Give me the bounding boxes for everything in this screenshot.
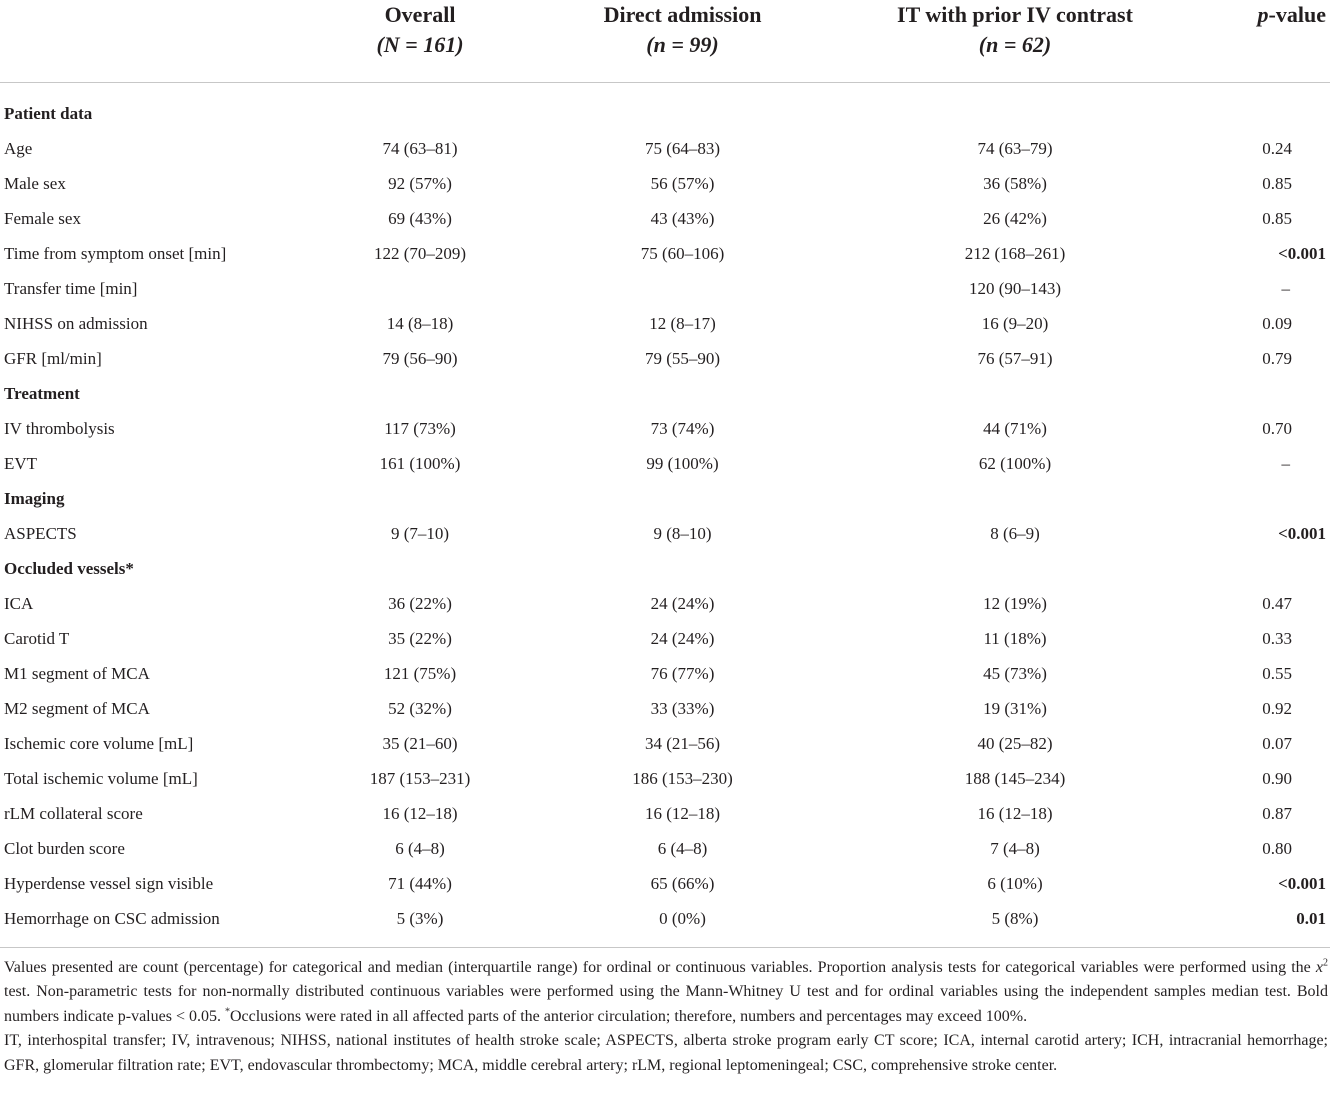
header-overall-n: (N = 161) bbox=[376, 32, 464, 57]
cell-overall: 117 (73%) bbox=[384, 419, 456, 438]
row-label: Time from symptom onset [min] bbox=[4, 244, 227, 263]
footnote-values bbox=[4, 956, 1328, 1029]
row-label: Female sex bbox=[4, 209, 81, 228]
cell-direct-admission: 73 (74%) bbox=[650, 419, 715, 438]
cell-overall: 35 (22%) bbox=[388, 629, 452, 648]
table-row bbox=[0, 306, 1330, 341]
header-it bbox=[825, 0, 1205, 83]
cell-interhospital-transfer: 45 (73%) bbox=[983, 664, 1047, 683]
table-row bbox=[0, 761, 1330, 796]
cell-direct-admission: 0 (0%) bbox=[659, 909, 706, 928]
cell-interhospital-transfer: 16 (9–20) bbox=[981, 314, 1049, 333]
cell-interhospital-transfer: 19 (31%) bbox=[983, 699, 1047, 718]
header-direct-n: (n = 99) bbox=[646, 32, 719, 57]
cell-overall: 79 (56–90) bbox=[382, 349, 458, 368]
header-direct bbox=[540, 0, 825, 83]
row-label: Total ischemic volume [mL] bbox=[4, 769, 198, 788]
cell-interhospital-transfer: 188 (145–234) bbox=[964, 769, 1066, 788]
header-overall-title: Overall bbox=[384, 2, 456, 27]
header-pvalue-p: p bbox=[1257, 2, 1269, 27]
cell-interhospital-transfer: 40 (25–82) bbox=[977, 734, 1053, 753]
cell-p-value: 0.92 bbox=[1262, 699, 1292, 718]
cell-overall: 122 (70–209) bbox=[373, 244, 467, 263]
row-label: Age bbox=[4, 139, 33, 158]
table-section-row bbox=[0, 96, 1330, 131]
cell-interhospital-transfer: 12 (19%) bbox=[983, 594, 1047, 613]
table-section-row bbox=[0, 481, 1330, 516]
row-label: ICA bbox=[4, 594, 34, 613]
row-label: ASPECTS bbox=[4, 524, 77, 543]
cell-overall: 74 (63–81) bbox=[382, 139, 458, 158]
cell-direct-admission: 33 (33%) bbox=[650, 699, 715, 718]
table-row bbox=[0, 131, 1330, 166]
cell-direct-admission: 12 (8–17) bbox=[649, 314, 716, 333]
row-label: Transfer time [min] bbox=[4, 279, 138, 298]
row-label: GFR [ml/min] bbox=[4, 349, 102, 368]
header-pvalue-suffix: -value bbox=[1268, 2, 1326, 27]
cell-overall: 71 (44%) bbox=[388, 874, 452, 893]
row-label: IV thrombolysis bbox=[4, 419, 115, 438]
footnote-chi-superscript: 2 bbox=[1323, 957, 1328, 969]
cell-interhospital-transfer: 6 (10%) bbox=[987, 874, 1043, 893]
cell-overall: 52 (32%) bbox=[388, 699, 452, 718]
row-label: Ischemic core volume [mL] bbox=[4, 734, 194, 753]
header-overall bbox=[300, 0, 540, 83]
table-row bbox=[0, 726, 1330, 761]
table-row bbox=[0, 796, 1330, 831]
footnote-text-c: Occlusions were rated in all affected parts of the anterior circulation; therefore, numbers and percentages may exceed 100%. bbox=[229, 1007, 1028, 1025]
row-label: Hemorrhage on CSC admission bbox=[4, 909, 220, 928]
cell-p-value: 0.33 bbox=[1262, 629, 1292, 648]
cell-direct-admission: 56 (57%) bbox=[650, 174, 715, 193]
table-row bbox=[0, 411, 1330, 446]
footnote-abbreviations: IT, interhospital transfer; IV, intravenous; NIHSS, national institutes of health stroke scale; ASPECTS, alberta stroke program early CT score; ICA, internal carotid artery; ICH, intracranial hemorrhage; GFR, glomerular filtration rate; EVT, endovascular thrombectomy; MCA, middle cerebral artery; rLM, regional leptomeningeal; CSC, comprehensive stroke center. bbox=[4, 1032, 1328, 1074]
header-pvalue bbox=[1205, 0, 1330, 83]
row-label: M2 segment of MCA bbox=[4, 699, 150, 718]
table-row bbox=[0, 621, 1330, 656]
table-row bbox=[0, 236, 1330, 271]
section-heading: Patient data bbox=[4, 104, 93, 123]
section-heading: Occluded vessels* bbox=[4, 559, 134, 578]
cell-overall: 187 (153–231) bbox=[369, 769, 471, 788]
cell-direct-admission: 24 (24%) bbox=[650, 594, 715, 613]
cell-interhospital-transfer: 26 (42%) bbox=[983, 209, 1047, 228]
cell-p-value: 0.90 bbox=[1262, 769, 1292, 788]
cell-interhospital-transfer: 5 (8%) bbox=[991, 909, 1039, 928]
table-footnotes bbox=[4, 956, 1328, 1078]
cell-interhospital-transfer: 74 (63–79) bbox=[977, 139, 1053, 158]
table-bottom-rule bbox=[0, 947, 1330, 948]
cell-p-value: 0.70 bbox=[1262, 419, 1292, 438]
table-row bbox=[0, 691, 1330, 726]
footnote-text-b: test. Non-parametric tests for non-normally distributed continuous variables were performed using the Mann-Whitney U test and for ordinal variables using the independent samples median test. Bold numbers indicate p-values < 0.05. bbox=[4, 983, 1328, 1025]
cell-direct-admission: 75 (60–106) bbox=[640, 244, 725, 263]
cell-overall: 9 (7–10) bbox=[390, 524, 450, 543]
footnote-chi-symbol: x bbox=[1315, 959, 1323, 976]
cell-overall: 6 (4–8) bbox=[395, 839, 445, 858]
header-it-n: (n = 62) bbox=[978, 32, 1052, 57]
section-heading: Imaging bbox=[4, 489, 65, 508]
cell-overall: 69 (43%) bbox=[388, 209, 452, 228]
footnote-asterisk: * bbox=[224, 1006, 230, 1018]
cell-direct-admission: 24 (24%) bbox=[650, 629, 715, 648]
footnote-text-a: Values presented are count (percentage) for categorical and median (interquartile range) for ordinal or continuous variables. Proportion analysis tests for categorical variables were performed using the bbox=[4, 959, 1316, 976]
cell-interhospital-transfer: 8 (6–9) bbox=[990, 524, 1040, 543]
cell-overall: 92 (57%) bbox=[388, 174, 452, 193]
cell-p-value: – bbox=[1281, 279, 1290, 298]
cell-overall bbox=[300, 271, 540, 306]
cell-overall: 161 (100%) bbox=[379, 454, 461, 473]
cell-p-value: 0.24 bbox=[1262, 139, 1292, 158]
cell-direct-admission: 65 (66%) bbox=[650, 874, 715, 893]
table-row bbox=[0, 516, 1330, 551]
cell-overall: 121 (75%) bbox=[383, 664, 457, 683]
table-row bbox=[0, 271, 1330, 306]
cell-interhospital-transfer: 76 (57–91) bbox=[977, 349, 1053, 368]
row-label: rLM collateral score bbox=[4, 804, 143, 823]
table-section-row bbox=[0, 551, 1330, 586]
cell-p-value: <0.001 bbox=[1278, 524, 1326, 543]
cell-p-value: 0.79 bbox=[1262, 349, 1292, 368]
cell-direct-admission: 9 (8–10) bbox=[653, 524, 712, 543]
table-row bbox=[0, 656, 1330, 691]
cell-overall: 16 (12–18) bbox=[382, 804, 458, 823]
table-section-row bbox=[0, 376, 1330, 411]
cell-interhospital-transfer: 7 (4–8) bbox=[990, 839, 1040, 858]
table-spacer bbox=[0, 83, 1330, 97]
cell-direct-admission: 75 (64–83) bbox=[644, 139, 721, 158]
table-row bbox=[0, 901, 1330, 936]
cell-p-value: <0.001 bbox=[1278, 874, 1326, 893]
table-row bbox=[0, 831, 1330, 866]
cell-p-value: 0.55 bbox=[1262, 664, 1292, 683]
cell-p-value: 0.85 bbox=[1262, 174, 1292, 193]
table-header-row bbox=[0, 0, 1330, 83]
cell-p-value: 0.01 bbox=[1296, 909, 1326, 928]
cell-interhospital-transfer: 120 (90–143) bbox=[968, 279, 1062, 298]
row-label: Carotid T bbox=[4, 629, 70, 648]
cell-p-value: 0.09 bbox=[1262, 314, 1292, 333]
table-row bbox=[0, 201, 1330, 236]
table-row bbox=[0, 866, 1330, 901]
cell-interhospital-transfer: 11 (18%) bbox=[983, 629, 1047, 648]
cell-direct-admission: 16 (12–18) bbox=[644, 804, 721, 823]
cell-interhospital-transfer: 212 (168–261) bbox=[964, 244, 1066, 263]
cell-p-value: 0.47 bbox=[1262, 594, 1292, 613]
cell-interhospital-transfer: 16 (12–18) bbox=[977, 804, 1053, 823]
cell-p-value: – bbox=[1281, 454, 1290, 473]
cell-p-value: 0.87 bbox=[1262, 804, 1292, 823]
cell-direct-admission: 43 (43%) bbox=[650, 209, 715, 228]
cell-overall: 36 (22%) bbox=[388, 594, 452, 613]
header-it-title: IT with prior IV contrast bbox=[897, 2, 1133, 27]
header-direct-title: Direct admission bbox=[603, 2, 762, 27]
cell-p-value: <0.001 bbox=[1278, 244, 1326, 263]
row-label: Hyperdense vessel sign visible bbox=[4, 874, 214, 893]
cell-overall: 35 (21–60) bbox=[382, 734, 458, 753]
cell-direct-admission: 99 (100%) bbox=[646, 454, 719, 473]
cell-interhospital-transfer: 36 (58%) bbox=[983, 174, 1047, 193]
row-label: Male sex bbox=[4, 174, 66, 193]
header-variable bbox=[0, 0, 300, 83]
cell-p-value: 0.80 bbox=[1262, 839, 1292, 858]
table-row bbox=[0, 341, 1330, 376]
row-label: EVT bbox=[4, 454, 38, 473]
cell-direct-admission: 186 (153–230) bbox=[632, 769, 733, 788]
cell-direct-admission bbox=[540, 271, 825, 306]
table-row bbox=[0, 166, 1330, 201]
cell-direct-admission: 6 (4–8) bbox=[657, 839, 708, 858]
cell-p-value: 0.85 bbox=[1262, 209, 1292, 228]
cell-p-value: 0.07 bbox=[1262, 734, 1292, 753]
cell-interhospital-transfer: 62 (100%) bbox=[978, 454, 1052, 473]
table-row bbox=[0, 446, 1330, 481]
cell-direct-admission: 79 (55–90) bbox=[644, 349, 721, 368]
cell-direct-admission: 34 (21–56) bbox=[644, 734, 721, 753]
row-label: NIHSS on admission bbox=[4, 314, 148, 333]
cell-overall: 5 (3%) bbox=[396, 909, 444, 928]
row-label: M1 segment of MCA bbox=[4, 664, 150, 683]
table-body bbox=[0, 83, 1330, 937]
section-heading: Treatment bbox=[4, 384, 80, 403]
row-label: Clot burden score bbox=[4, 839, 125, 858]
cell-overall: 14 (8–18) bbox=[386, 314, 454, 333]
table-row bbox=[0, 586, 1330, 621]
cell-direct-admission: 76 (77%) bbox=[650, 664, 715, 683]
cell-interhospital-transfer: 44 (71%) bbox=[983, 419, 1047, 438]
